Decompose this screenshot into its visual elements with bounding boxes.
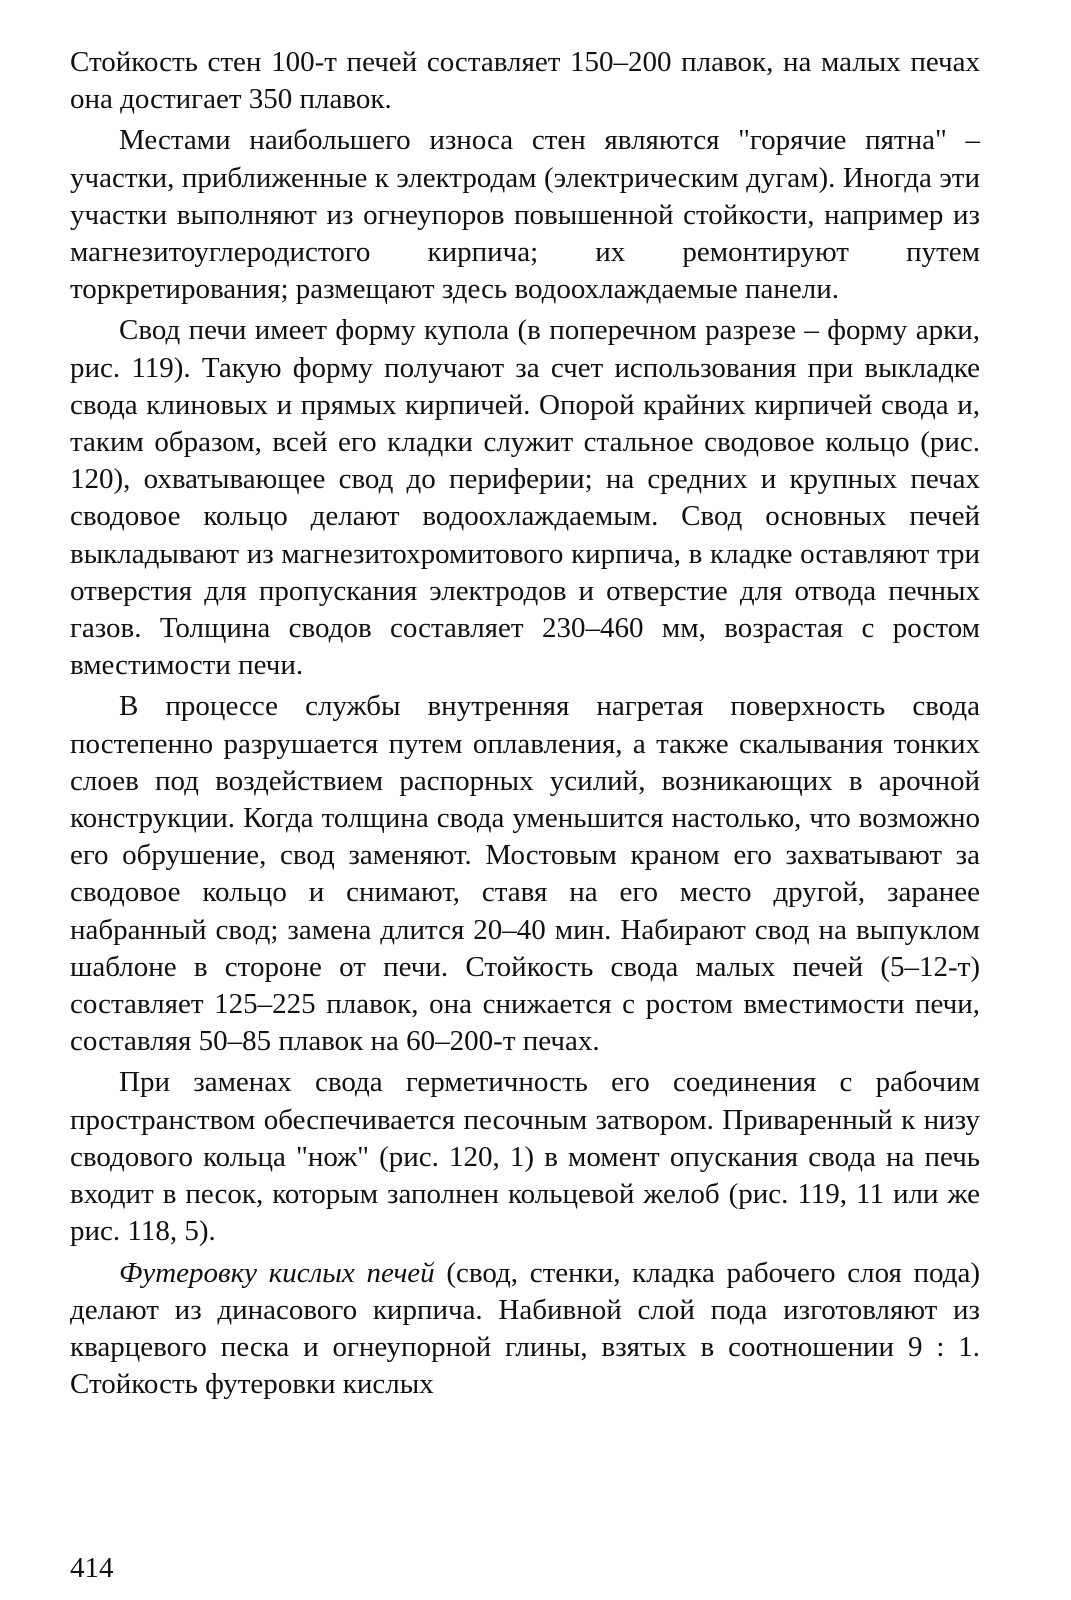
paragraph-3-text: Свод печи имеет форму купола (в поперечном разрезе – форму арки, рис. 119). Такую форму получают за счет использования при выкладке свода клиновых и прямых кирпичей. Опорой крайних кирпичей свода и, таким образом, всей его кладки служит стальное сводовое кольцо (рис. 120), охватывающее свод до периферии; на средних и крупных печах сводовое кольцо делают водоохлаждаемым. Свод основных печей выкладывают из магнезитохромитового кирпича, в кладке оставляют три отверстия для пропускания электродов и отверстие для отвода печных газов. Толщина сводов составляет 230–460 мм, возрастая с ростом вместимости печи. xyxy=(70,314,980,682)
paragraph-6-lead: Футеровку кислых печей xyxy=(119,1256,435,1289)
paragraph-5-text: При заменах свода герметичность его соединения с рабочим пространством обеспечивается песочным затвором. Приваренный к низу сводового кольца "нож" (рис. 120, 1) в момент опускания свода на печь входит в песок, которым заполнен кольцевой желоб (рис. 119, 11 или же рис. 118, 5). xyxy=(70,1066,980,1248)
paragraph-2 xyxy=(70,122,980,308)
paragraph-6-text: (свод, стенки, кладка рабочего слоя пода) делают из динасового кирпича. Набивной слой пода изготовляют из кварцевого песка и огнеупорной глины, взятых в соотношении 9 : 1. Стойкость футеровки кислых xyxy=(70,1256,980,1401)
body-text xyxy=(70,44,980,1403)
paragraph-6 xyxy=(70,1255,980,1404)
paragraph-5 xyxy=(70,1064,980,1250)
paragraph-4-text: В процессе службы внутренняя нагретая поверхность свода постепенно разрушается путем оплавления, а также скалывания тонких слоев под воздействием распорных усилий, возникающих в арочной конструкции. Когда толщина свода уменьшится настолько, что возможно его обрушение, свод заменяют. Мостовым краном его захватывают за сводовое кольцо и снимают, ставя на его место другой, заранее набранный свод; замена длится 20–40 мин. Набирают свод на выпуклом шаблоне в стороне от печи. Стойкость свода малых печей (5–12-т) составляет 125–225 плавок, она снижается с ростом вместимости печи, составляя 50–85 плавок на 60–200-т печах. xyxy=(70,690,980,1058)
paragraph-3 xyxy=(70,312,980,684)
paragraph-4 xyxy=(70,688,980,1060)
page-number: 414 xyxy=(70,1552,114,1584)
paragraph-2-text: Местами наибольшего износа стен являются "горячие пятна" – участки, приближенные к электродам (электрическим дугам). Иногда эти участки выполняют из огнеупоров повышенной стойкости, например из магнезитоуглеродистого кирпича; их ремонтируют путем торкретирования; размещают здесь водоохлаждаемые панели. xyxy=(70,124,980,306)
paragraph-1 xyxy=(70,44,980,118)
paragraph-1-text: Стойкость стен 100-т печей составляет 150–200 плавок, на малых печах она достигает 350 плавок. xyxy=(70,46,980,116)
